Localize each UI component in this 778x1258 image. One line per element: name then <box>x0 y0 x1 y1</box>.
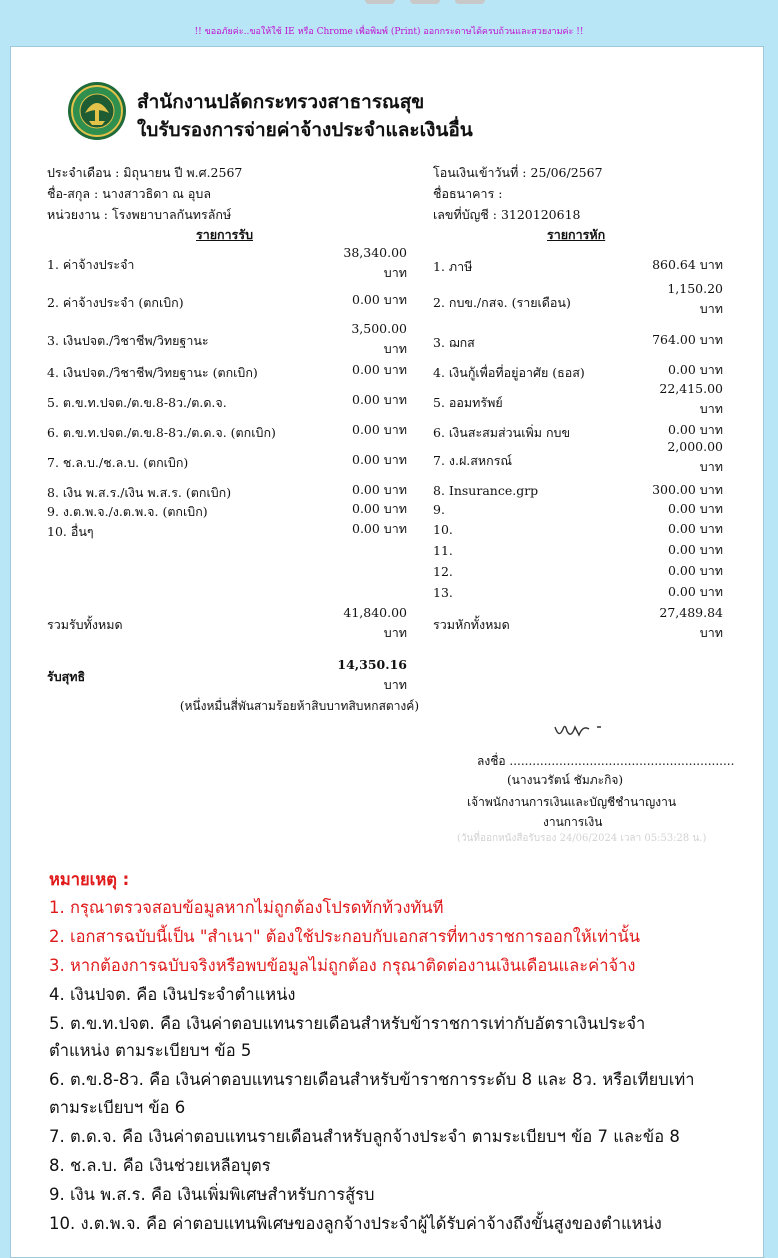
income-unit: บาท <box>383 265 407 280</box>
income-amount: 0.00 บาท <box>352 501 407 516</box>
note-item: 7. ต.ด.จ. คือ เงินค่าตอบแทนรายเดือนสำหรับลูกจ้างประจำ ตามระเบียบฯ ข้อ 7 และข้อ 8 <box>49 1127 680 1146</box>
deduction-label: 11. <box>433 543 453 558</box>
note-item: 6. ต.ข.8-8ว. คือ เงินค่าตอบแทนรายเดือนสำหรับข้าราชการระดับ 8 และ 8ว. หรือเทียบเท่า <box>49 1070 695 1089</box>
income-label: 5. ต.ข.ท.ปจต./ต.ข.8-8ว./ต.ด.จ. <box>47 395 227 410</box>
deduction-label: 7. ง.ฝ.สหกรณ์ <box>433 453 513 468</box>
document-header <box>67 77 667 147</box>
income-amount: 0.00 บาท <box>352 422 407 437</box>
browser-warning-banner: !! ขออภัยค่ะ..ขอให้ใช้ IE หรือ Chrome เพื่อพิมพ์ (Print) ออกกระดาษได้ครบถ้วนและสวยงามค่ะ !! <box>194 27 584 37</box>
deduction-amount: 0.00 บาท <box>668 563 723 578</box>
deduction-label: 13. <box>433 585 453 600</box>
income-label: 6. ต.ข.ท.ปจต./ต.ข.8-8ว./ต.ด.จ. (ตกเบิก) <box>47 425 276 440</box>
income-heading: รายการรับ <box>196 227 254 242</box>
note-item: ตามระเบียบฯ ข้อ 6 <box>49 1098 186 1117</box>
transfer-date: โอนเงินเข้าวันที่ : 25/06/2567 <box>433 165 603 180</box>
note-item: 5. ต.ข.ท.ปจต. คือ เงินค่าตอบแทนรายเดือนสำหรับข้าราชการเท่ากับอัตราเงินประจำ <box>49 1014 646 1033</box>
income-label: 2. ค่าจ้างประจำ (ตกเบิก) <box>47 295 184 310</box>
income-amount: 0.00 บาท <box>352 482 407 497</box>
deduction-unit: บาท <box>699 401 723 416</box>
net-pay-label: รับสุทธิ <box>47 669 86 684</box>
income-total-amount: 41,840.00 <box>343 605 407 620</box>
signer-position: เจ้าพนักงานการเงินและบัญชีชำนาญงาน <box>467 795 677 809</box>
net-pay-amount: 14,350.16 <box>337 657 407 672</box>
signer-department: งานการเงิน <box>543 815 603 829</box>
deduction-unit: บาท <box>699 459 723 474</box>
signer-name: (นางนวรัตน์ ชัมภะกิจ) <box>507 773 624 787</box>
note-item: 3. หากต้องการฉบับจริงหรือพบข้อมูลไม่ถูกต้อง กรุณาติดต่องานเงินเดือนและค่าจ้าง <box>49 956 636 975</box>
organization-name: สำนักงานปลัดกระทรวงสาธารณสุข <box>137 91 425 113</box>
signature-scribble <box>551 719 611 743</box>
income-amount: 0.00 บาท <box>352 452 407 467</box>
note-item: 1. กรุณาตรวจสอบข้อมูลหากไม่ถูกต้องโปรดทักท้วงทันที <box>49 898 444 917</box>
income-label: 9. ง.ต.พ.จ./ง.ต.พ.จ. (ตกเบิก) <box>47 504 208 519</box>
note-item: 4. เงินปจต. คือ เงินประจำตำแหน่ง <box>49 985 296 1004</box>
deduction-amount: 0.00 บาท <box>668 521 723 536</box>
deduction-amount: 300.00 บาท <box>652 482 723 497</box>
note-item: 8. ช.ล.บ. คือ เงินช่วยเหลือบุตร <box>49 1156 271 1175</box>
deduction-label: 1. ภาษี <box>433 259 473 274</box>
income-total-unit: บาท <box>383 625 407 640</box>
deduction-amount: 0.00 บาท <box>668 584 723 599</box>
deduction-amount: 0.00 บาท <box>668 422 723 437</box>
income-label: 7. ช.ล.บ./ช.ล.บ. (ตกเบิก) <box>47 455 189 470</box>
deduction-amount: 0.00 บาท <box>668 501 723 516</box>
note-item: 2. เอกสารฉบับนี้เป็น "สำเนา" ต้องใช้ประกอบกับเอกสารที่ทางราชการออกให้เท่านั้น <box>49 927 641 946</box>
account-number: เลขที่บัญชี : 3120120618 <box>433 207 581 222</box>
deduction-label: 5. ออมทรัพย์ <box>433 395 503 410</box>
deduction-heading: รายการหัก <box>547 227 606 242</box>
payslip-document <box>10 46 764 1258</box>
deduction-unit: บาท <box>699 301 723 316</box>
deduction-label: 8. Insurance.grp <box>433 483 539 498</box>
income-amount: 0.00 บาท <box>352 362 407 377</box>
note-item: ตำแหน่ง ตามระเบียบฯ ข้อ 5 <box>49 1041 252 1060</box>
deduction-amount: 764.00 บาท <box>652 332 723 347</box>
income-label: 10. อื่นๆ <box>47 524 94 539</box>
income-amount: 0.00 บาท <box>352 292 407 307</box>
deduction-total-label: รวมหักทั้งหมด <box>433 617 510 632</box>
deduction-label: 2. กบข./กสจ. (รายเดือน) <box>433 295 571 310</box>
net-pay-unit: บาท <box>383 677 407 692</box>
ministry-seal-logo <box>67 81 127 141</box>
deduction-label: 9. <box>433 502 445 517</box>
deduction-amount: 0.00 บาท <box>668 542 723 557</box>
deduction-total-amount: 27,489.84 <box>659 605 723 620</box>
deduction-label: 12. <box>433 564 453 579</box>
browser-tab-remnants <box>0 0 778 4</box>
income-amount: 0.00 บาท <box>352 521 407 536</box>
deduction-label: 3. ฌกส <box>433 335 475 350</box>
document-title: ใบรับรองการจ่ายค่าจ้างประจำและเงินอื่น <box>137 119 473 141</box>
note-item: 9. เงิน พ.ส.ร. คือ เงินเพิ่มพิเศษสำหรับการสู้รบ <box>49 1185 375 1204</box>
income-label: 8. เงิน พ.ส.ร./เงิน พ.ส.ร. (ตกเบิก) <box>47 485 232 500</box>
income-label: 4. เงินปจต./วิชาชีพ/วิทยฐานะ (ตกเบิก) <box>47 365 258 380</box>
deduction-label: 10. <box>433 522 453 537</box>
deduction-label: 4. เงินกู้เพื่อที่อยู่อาศัย (ธอส) <box>433 365 585 380</box>
income-amount: 38,340.00 <box>343 245 407 260</box>
deduction-total-unit: บาท <box>699 625 723 640</box>
work-unit: หน่วยงาน : โรงพยาบาลกันทรลักษ์ <box>47 207 232 222</box>
income-total-label: รวมรับทั้งหมด <box>47 617 123 632</box>
signature-line: ลงชื่อ ........................................................... <box>477 754 735 768</box>
income-label: 1. ค่าจ้างประจำ <box>47 257 135 272</box>
deduction-amount: 22,415.00 <box>659 381 723 396</box>
deduction-amount: 0.00 บาท <box>668 362 723 377</box>
pay-month: ประจำเดือน : มิถุนายน ปี พ.ศ.2567 <box>47 165 243 180</box>
income-unit: บาท <box>383 341 407 356</box>
deduction-label: 6. เงินสะสมส่วนเพิ่ม กบข <box>433 425 570 440</box>
income-amount: 0.00 บาท <box>352 392 407 407</box>
deduction-amount: 2,000.00 <box>667 439 723 454</box>
income-amount: 3,500.00 <box>351 321 407 336</box>
issue-timestamp: (วันที่ออกหนังสือรับรอง 24/06/2024 เวลา 05:53:28 น.) <box>457 833 707 844</box>
employee-name: ชื่อ-สกุล : นางสาวธิดา ณ อุบล <box>47 186 211 201</box>
notes-title: หมายเหตุ : <box>49 870 130 889</box>
note-item: 10. ง.ต.พ.จ. คือ ค่าตอบแทนพิเศษของลูกจ้างประจำผู้ได้รับค่าจ้างถึงขั้นสูงของตำแหน่ง <box>49 1214 662 1233</box>
income-label: 3. เงินปจต./วิชาชีพ/วิทยฐานะ <box>47 333 209 348</box>
deduction-amount: 1,150.20 <box>667 281 723 296</box>
deduction-amount: 860.64 บาท <box>652 257 723 272</box>
bank-name: ชื่อธนาคาร : <box>433 186 503 201</box>
net-pay-words: (หนึ่งหมื่นสี่พันสามร้อยห้าสิบบาทสิบหกสตางค์) <box>179 699 419 713</box>
